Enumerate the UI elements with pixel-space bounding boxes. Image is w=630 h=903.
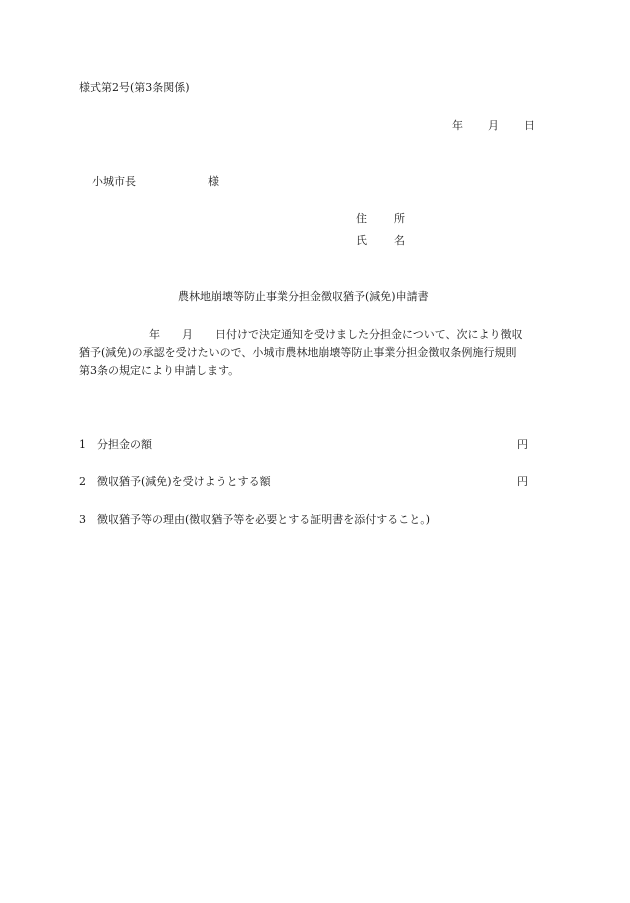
item-label: 分担金の額 bbox=[97, 438, 152, 451]
date-month-label: 月 bbox=[488, 119, 499, 132]
addressee-honorific: 様 bbox=[208, 175, 219, 188]
name-label-part1: 氏 bbox=[356, 234, 367, 247]
item-1-unit: 円 bbox=[517, 438, 528, 451]
name-label-part2: 名 bbox=[394, 234, 405, 247]
item-row-2 bbox=[79, 475, 271, 489]
applicant-name-label bbox=[356, 234, 405, 248]
body-line-2: 猶予(減免)の承認を受けたいので、小城市農林地崩壊等防止事業分担金徴収条例施行規則 bbox=[79, 346, 517, 359]
item-number: 1 bbox=[79, 438, 86, 451]
address-label-part2: 所 bbox=[394, 212, 405, 225]
item-row-3 bbox=[79, 513, 430, 527]
document-title: 農林地崩壊等防止事業分担金徴収猶予(減免)申請書 bbox=[178, 290, 429, 303]
item-number: 2 bbox=[79, 475, 86, 488]
date-year-label: 年 bbox=[452, 119, 463, 132]
item-label: 徴収猶予(減免)を受けようとする額 bbox=[97, 475, 271, 488]
body-line-1 bbox=[79, 326, 559, 344]
body-line-3: 第3条の規定により申請します。 bbox=[79, 364, 240, 377]
date-day-label: 日 bbox=[524, 119, 535, 132]
applicant-address-label bbox=[356, 212, 405, 226]
address-label-part1: 住 bbox=[356, 212, 367, 225]
item-number: 3 bbox=[79, 513, 86, 526]
form-number: 様式第2号(第3条関係) bbox=[79, 81, 190, 94]
body-month: 月 bbox=[182, 328, 193, 341]
item-row-1 bbox=[79, 438, 152, 452]
body-paragraph bbox=[79, 326, 559, 380]
body-line1-text: 日付けで決定通知を受けました分担金について、次により徴収 bbox=[215, 328, 523, 341]
item-label: 徴収猶予等の理由(徴収猶予等を必要とする証明書を添付すること。) bbox=[97, 513, 431, 526]
addressee-name: 小城市長 bbox=[92, 175, 136, 188]
body-year: 年 bbox=[149, 328, 160, 341]
item-2-unit: 円 bbox=[517, 475, 528, 488]
